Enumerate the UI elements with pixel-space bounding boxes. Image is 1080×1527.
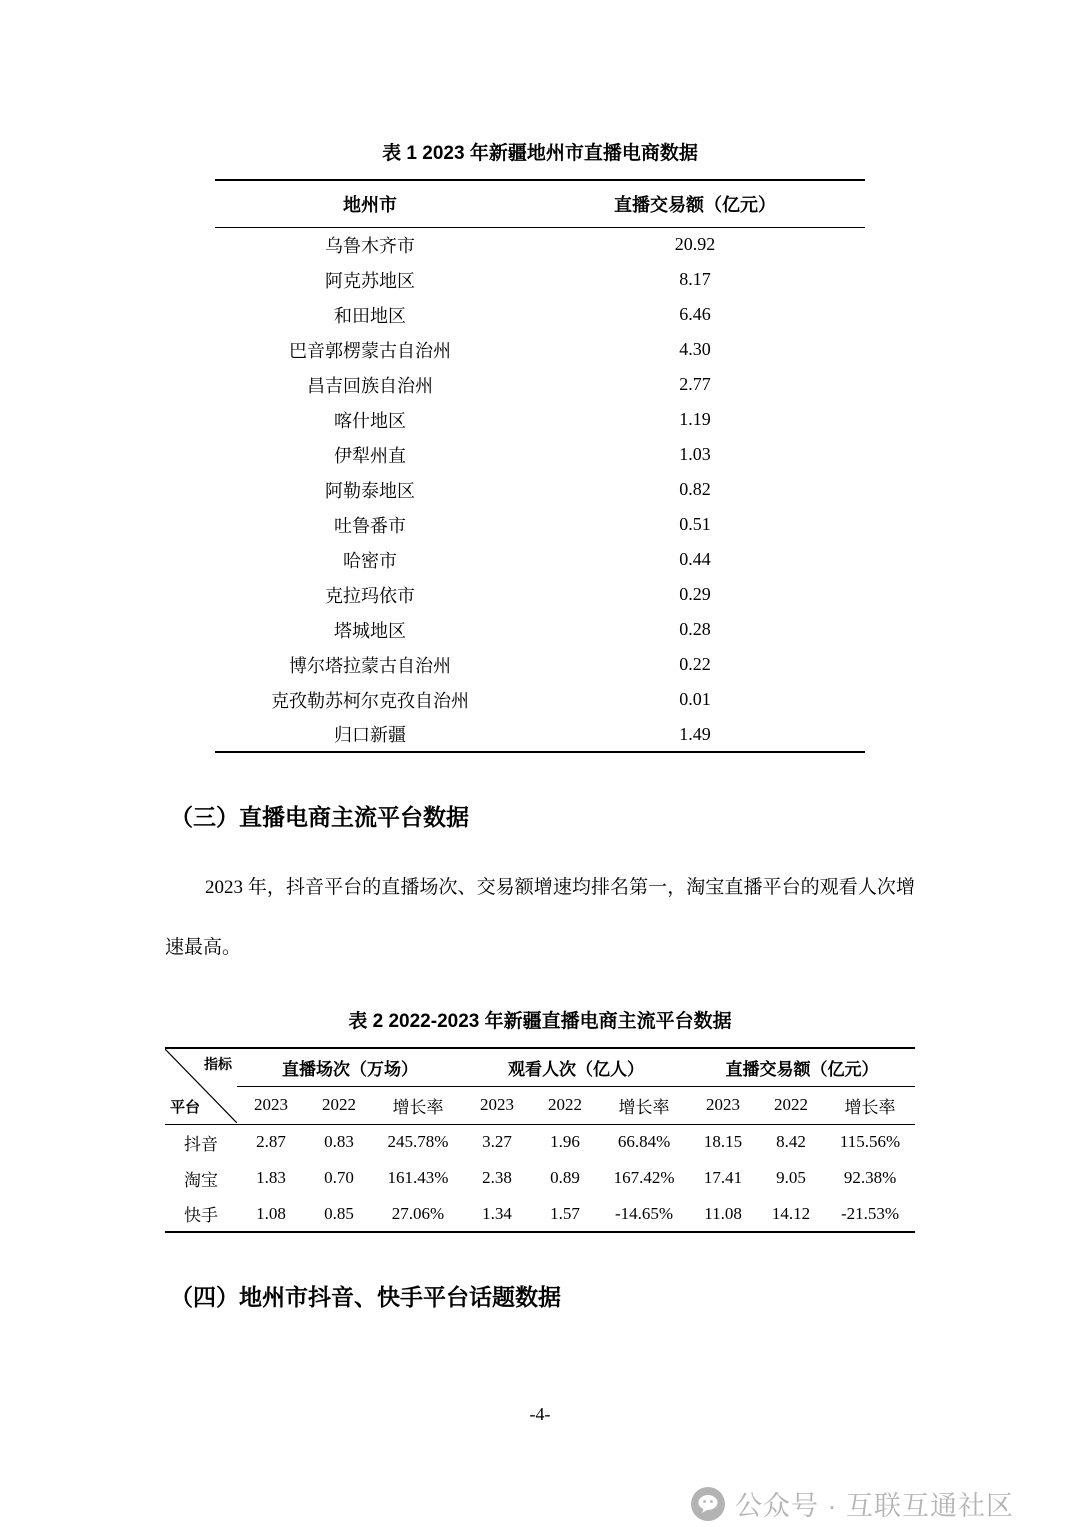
- metric-cell: 27.06%: [391, 1203, 445, 1223]
- table-row: [215, 612, 865, 647]
- value-cell: 0.82: [679, 479, 711, 499]
- corner-cell: [165, 1048, 237, 1124]
- metric-cell: -21.53%: [840, 1203, 900, 1223]
- table2-subheader-row: [165, 1087, 915, 1125]
- metric-cell: 245.78%: [387, 1132, 449, 1152]
- metric-cell: 3.27: [482, 1132, 512, 1152]
- value-cell: 0.44: [679, 549, 711, 569]
- table-row: [215, 297, 865, 332]
- metric-cell: 8.42: [776, 1132, 806, 1152]
- table-row: [215, 717, 865, 752]
- table-row: [215, 402, 865, 437]
- region-cell: 哈密市: [343, 550, 397, 571]
- table1-header-region: 地州市: [215, 180, 525, 227]
- table-row: [165, 1124, 915, 1160]
- metric-cell: 1.96: [550, 1132, 580, 1152]
- table1-title: 表 1 2023 年新疆地州市直播电商数据: [382, 143, 698, 164]
- region-cell: 伊犁州直: [334, 445, 406, 466]
- table1-header-value: 直播交易额（亿元）: [525, 180, 865, 227]
- table-row: [215, 437, 865, 472]
- region-cell: 阿勒泰地区: [325, 480, 415, 501]
- metric-cell: 1.08: [256, 1203, 286, 1223]
- table2-title: 表 2 2022-2023 年新疆直播电商主流平台数据: [348, 1011, 732, 1032]
- table-row: [215, 472, 865, 507]
- value-cell: 1.49: [679, 723, 711, 744]
- table1-body: [215, 227, 865, 752]
- table-row: [215, 542, 865, 577]
- platform-cell: 快手: [184, 1206, 218, 1225]
- year-header-cell: 2023: [463, 1087, 531, 1125]
- value-cell: 6.46: [679, 304, 711, 324]
- body-paragraph: 2023 年，抖音平台的直播场次、交易额增速均排名第一，淘宝直播平台的观看人次增速最高。: [165, 877, 915, 958]
- metric-cell: 0.89: [550, 1168, 580, 1187]
- region-cell: 归口新疆: [334, 725, 406, 745]
- group-header-gmv: 直播交易额（亿元）: [689, 1048, 915, 1087]
- region-cell: 阿克苏地区: [325, 270, 415, 291]
- value-cell: 8.17: [679, 269, 711, 289]
- platform-cell: 抖音: [184, 1134, 218, 1154]
- table-row: [215, 577, 865, 612]
- table-row: [215, 332, 865, 367]
- metric-cell: 1.83: [256, 1168, 286, 1187]
- value-cell: 0.51: [679, 514, 711, 534]
- metric-cell: 66.84%: [617, 1132, 671, 1152]
- value-cell: 20.92: [674, 234, 716, 255]
- watermark-text: 公众号 · 互联互通社区: [735, 1491, 1014, 1521]
- year-header-cell: 增长率: [373, 1087, 463, 1125]
- metric-cell: 92.38%: [843, 1168, 897, 1187]
- metric-cell: 1.57: [550, 1203, 580, 1223]
- metric-cell: 2.38: [482, 1168, 512, 1187]
- platform-cell: 淘宝: [184, 1170, 218, 1190]
- table-row: [165, 1160, 915, 1196]
- table-row: [215, 682, 865, 717]
- year-header-cell: 2022: [531, 1087, 599, 1125]
- value-cell: 0.29: [679, 584, 711, 604]
- year-header-cell: 增长率: [599, 1087, 689, 1125]
- table-row: [215, 227, 865, 262]
- table2-group-header-row: [165, 1048, 915, 1087]
- metric-cell: 14.12: [771, 1203, 811, 1223]
- table1-header-row: [215, 180, 865, 227]
- metric-cell: 0.70: [324, 1168, 354, 1187]
- value-cell: 2.77: [679, 374, 711, 394]
- region-cell: 克孜勒苏柯尔克孜自治州: [271, 690, 469, 711]
- table-row: [165, 1196, 915, 1232]
- table2-body: [165, 1124, 915, 1232]
- table-row: [215, 262, 865, 297]
- region-cell: 巴音郭楞蒙古自治州: [289, 340, 451, 361]
- metric-cell: 1.34: [482, 1203, 512, 1223]
- table-row: [215, 507, 865, 542]
- region-cell: 克拉玛依市: [325, 585, 415, 606]
- table1: [215, 179, 865, 753]
- page-number: -4-: [529, 1404, 551, 1424]
- value-cell: 1.19: [679, 409, 711, 429]
- watermark: [691, 1484, 1014, 1523]
- group-header-viewers: 观看人次（亿人）: [463, 1048, 689, 1087]
- metric-cell: 161.43%: [387, 1168, 449, 1187]
- metric-cell: 115.56%: [839, 1132, 901, 1152]
- value-cell: 4.30: [679, 339, 711, 359]
- region-cell: 喀什地区: [334, 410, 406, 431]
- metric-cell: 11.08: [704, 1203, 742, 1223]
- metric-cell: 18.15: [703, 1132, 743, 1152]
- section-heading-3: （三）直播电商主流平台数据: [170, 804, 469, 830]
- region-cell: 乌鲁木齐市: [325, 235, 415, 256]
- year-header-cell: 增长率: [825, 1087, 915, 1125]
- year-header-cell: 2022: [757, 1087, 825, 1125]
- table2: [165, 1047, 915, 1233]
- value-cell: 0.28: [679, 619, 711, 639]
- region-cell: 塔城地区: [334, 620, 406, 641]
- year-header-cell: 2023: [237, 1087, 305, 1125]
- value-cell: 0.01: [679, 689, 711, 709]
- metric-cell: 167.42%: [613, 1168, 675, 1187]
- value-cell: 1.03: [679, 444, 711, 464]
- metric-cell: 17.41: [703, 1168, 743, 1187]
- table-row: [215, 647, 865, 682]
- year-header-cell: 2022: [305, 1087, 373, 1125]
- value-cell: 0.22: [679, 654, 711, 674]
- group-header-sessions: 直播场次（万场）: [237, 1048, 463, 1087]
- region-cell: 和田地区: [334, 305, 406, 326]
- metric-cell: 0.85: [324, 1203, 354, 1223]
- metric-cell: 0.83: [324, 1132, 354, 1152]
- region-cell: 昌吉回族自治州: [307, 375, 433, 396]
- section-heading-4: （四）地州市抖音、快手平台话题数据: [170, 1284, 561, 1310]
- corner-label-platform: 平台: [170, 1098, 201, 1116]
- corner-label-indicator: 指标: [204, 1056, 232, 1072]
- wechat-icon: [691, 1487, 725, 1521]
- metric-cell: 2.87: [256, 1132, 286, 1152]
- metric-cell: -14.65%: [614, 1203, 674, 1223]
- table-row: [215, 367, 865, 402]
- metric-cell: 9.05: [776, 1168, 806, 1187]
- region-cell: 吐鲁番市: [334, 515, 406, 536]
- year-header-cell: 2023: [689, 1087, 757, 1125]
- region-cell: 博尔塔拉蒙古自治州: [289, 655, 451, 676]
